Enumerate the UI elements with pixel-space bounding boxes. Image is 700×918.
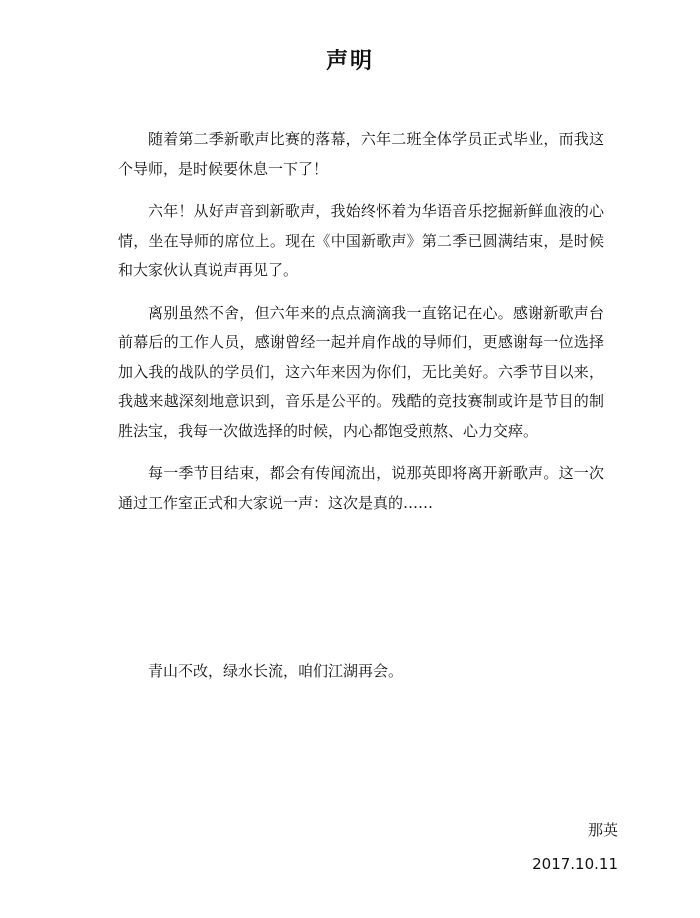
paragraph-1: 随着第二季新歌声比赛的落幕，六年二班全体学员正式毕业，而我这个导师，是时候要休息一下了！ xyxy=(118,130,604,178)
closing-line: 青山不改，绿水长流，咱们江湖再会。 xyxy=(148,662,404,680)
signature: 那英 xyxy=(587,821,618,839)
paragraph-4: 每一季节目结束，都会有传闻流出，说那英即将离开新歌声。这一次通过工作室正式和大家说一声：这次是真的…… xyxy=(118,464,604,512)
document-title: 声明 xyxy=(325,49,374,74)
statement-body xyxy=(118,125,604,531)
paragraph-3: 离别虽然不舍，但六年来的点点滴滴我一直铭记在心。感谢新歌声台前幕后的工作人员，感谢曾经一起并肩作战的导师们，更感谢每一位选择加入我的战队的学员们，这六年来因为你们，无比美好。六季节目以来，我越来越深刻地意识到，音乐是公平的。残酷的竞技赛制或许是节目的制胜法宝，我每一次做选择的时候，内心都饱受煎熬、心力交瘁。 xyxy=(118,303,604,440)
paragraph-2: 六年！从好声音到新歌声，我始终怀着为华语音乐挖掘新鲜血液的心情，坐在导师的席位上。现在《中国新歌声》第二季已圆满结束，是时候和大家伙认真说声再见了。 xyxy=(118,202,604,279)
statement-date: 2017.10.11 xyxy=(532,855,618,873)
